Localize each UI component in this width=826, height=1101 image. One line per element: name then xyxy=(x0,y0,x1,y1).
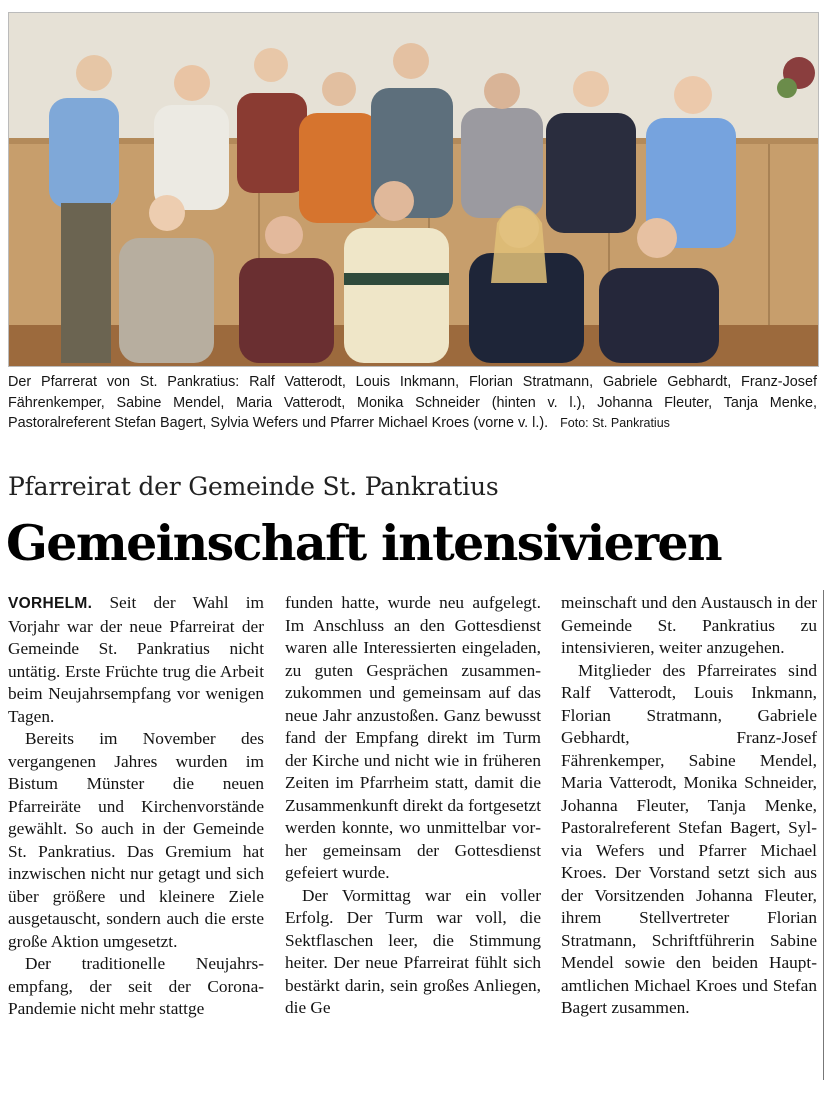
photo-credit: Foto: St. Pankratius xyxy=(560,416,670,430)
article-column-1 xyxy=(8,592,264,1021)
article-paragraph: Der Vormittag war ein voller Erfolg. Der Turm war voll, die Sektflaschen leer, die Stimmung heiter. Der neue Pfarreirat fühlt sich bestärkt darin, sein großes Anliegen, die Ge xyxy=(285,885,541,1017)
article-paragraph: Bereits im November des vergangenen Jahres wurden im Bistum Münster die neuen Pfarreiräte und Kirchenvorstände gewählt. So auch in der Gemeinde St. Pankratius. Das Gremium hat inzwischen nicht nur getagt und sich über größere und kleinere Ziele ausgetauscht, sondern auch die erste große Aktion umgesetzt. xyxy=(8,729,264,951)
article-dateline: VORHELM. xyxy=(8,595,93,612)
photo-caption xyxy=(8,372,817,434)
article-paragraph: funden hatte, wurde neu aufgelegt. Im Anschluss an den Gottesdienst waren alle Interessierten eingeladen, zu guten Gesprächen zusammenzukommen und gemeinsam auf das neue Jahr anzustoßen. Ganz bewusst fand der Empfang direkt im Turm der Kirche und nicht wie in früheren Zeiten im Pfarrheim statt, damit die Zusammenkunft direkt da fortgesetzt werden konnte, wo unmittelbar vorher gemeinsam der Gottesdienst gefeiert wurde. xyxy=(285,593,541,882)
article-column-2 xyxy=(285,592,541,1020)
article-paragraph: Mitglieder des Pfarreirates sind Ralf Vatterodt, Louis Inkmann, Florian Stratmann, Gabriele Gebhardt, Franz-Josef Fährenkemper, Sabine Mendel, Maria Vatterodt, Monika Schneider, Johanna Fleuter, Tanja Menke, Pastoralreferent Stefan Bagert, Sylvia Wefers und Pfarrer Michael Kroes. Der Vorstand setzt sich aus der Vorsitzenden Johanna Fleuter, ihrem Stellvertreter Florian Stratmann, Schriftführerin Sabine Mendel sowie den beiden Hauptamtlichen Michael Kroes und Stefan Bagert zusammen. xyxy=(561,660,817,1017)
group-photo-illustration xyxy=(9,13,818,366)
article-column-3 xyxy=(561,592,817,1020)
article-headline: Gemeinschaft intensivieren xyxy=(6,514,722,572)
column-rule xyxy=(823,590,824,1080)
article-kicker: Pfarreirat der Gemeinde St. Pankratius xyxy=(8,472,499,501)
group-photo xyxy=(8,12,819,367)
article-paragraph: Der traditionelle Neujahrsempfang, der seit der Corona-Pandemie nicht mehr stattge xyxy=(8,954,264,1018)
paragraph-text: Seit der Wahl im Vorjahr war der neue Pfarreirat der Gemeinde St. Pankratius nicht untätig. Erste Früchte trug die Arbeit beim Neujahrsempfang vor wenigen Tagen. xyxy=(8,593,264,726)
caption-text: Der Pfarrerat von St. Pankratius: Ralf Vatterodt, Louis Inkmann, Florian Stratmann, Gabriele Gebhardt, Franz-Josef Fährenkemper, Sabine Mendel, Maria Vatterodt, Monika Schneider (hinten v. l.), Johanna Fleuter, Tanja Menke, Pastoralreferent Stefan Bagert, Sylvia Wefers und Pfarrer Michael Kroes (vorne v. l.). xyxy=(8,374,817,431)
article-paragraph xyxy=(8,592,264,728)
article-paragraph: meinschaft und den Austausch in der Gemeinde St. Pankratius zu intensivieren, weiter anzugehen. xyxy=(561,593,817,657)
